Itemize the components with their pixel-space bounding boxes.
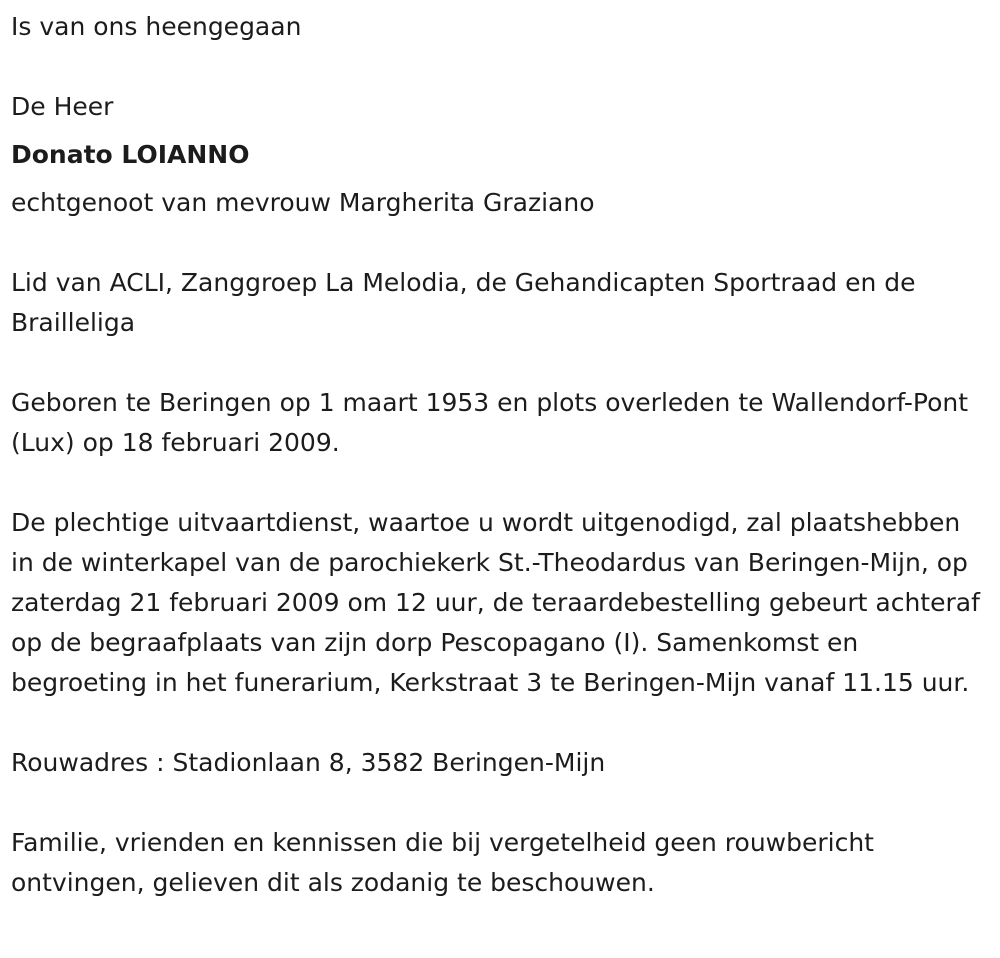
honorific: De Heer [11,92,114,121]
birth-death-paragraph: Geboren te Beringen op 1 maart 1953 en plots overleden te Wallendorf-Pont (Lux) op 18 februari 2009. [11,388,969,457]
death-notice [11,7,986,903]
closing-paragraph: Familie, vrienden en kennissen die bij vergetelheid geen rouwbericht ontvingen, gelieven dit als zodanig te beschouwen. [11,828,874,897]
deceased-name: Donato LOIANNO [11,140,250,169]
membership-paragraph: Lid van ACLI, Zanggroep La Melodia, de Gehandicapten Sportraad en de Brailleliga [11,268,916,337]
spouse-line: echtgenoot van mevrouw Margherita Graziano [11,188,595,217]
funeral-paragraph: De plechtige uitvaartdienst, waartoe u wordt uitgenodigd, zal plaatshebben in de winterkapel van de parochiekerk St.-Theodardus van Beringen-Mijn, op zaterdag 21 februari 2009 om 12 uur, de teraardebestelling gebeurt achteraf op de begraafplaats van zijn dorp Pescopagano (I). Samenkomst en begroeting in het funerarium, Kerkstraat 3 te Beringen-Mijn vanaf 11.15 uur. [11,508,980,697]
intro-line: Is van ons heengegaan [11,12,302,41]
mourning-address: Rouwadres : Stadionlaan 8, 3582 Beringen-Mijn [11,748,606,777]
